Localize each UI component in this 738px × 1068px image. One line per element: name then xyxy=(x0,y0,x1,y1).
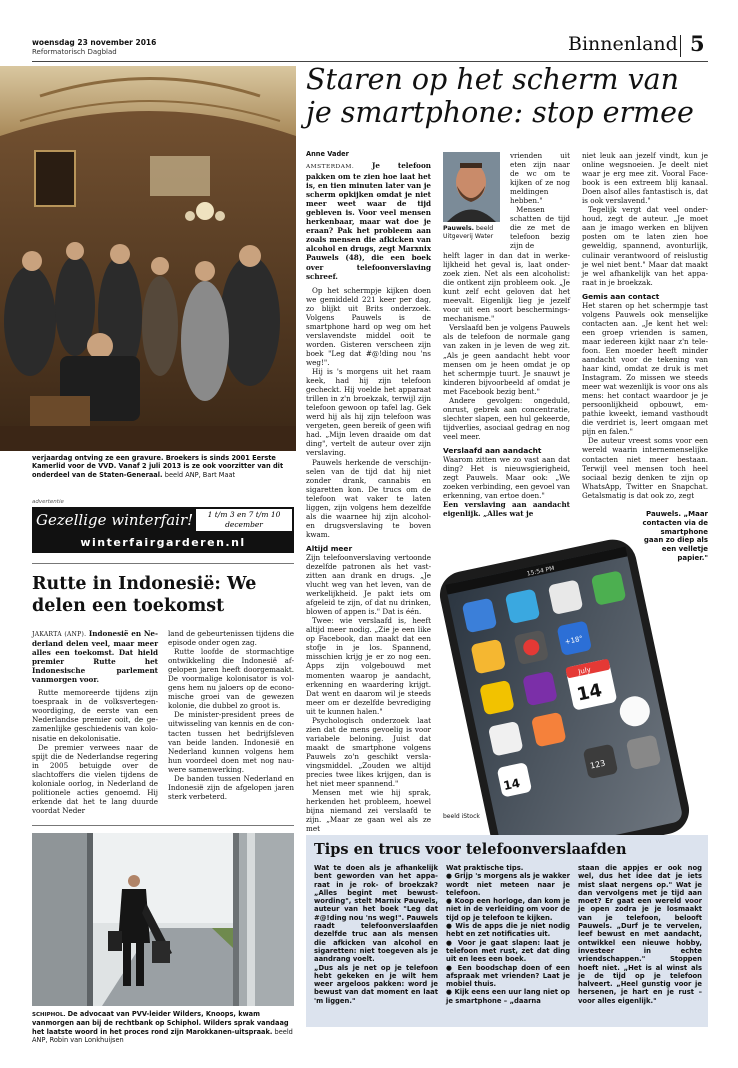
main-subhead-altijd-meer: Altijd meer xyxy=(306,543,353,553)
rutte-col-2 xyxy=(168,629,294,815)
tips-c2: Wat praktische tips. xyxy=(446,864,524,872)
schiphol-photo-illustration xyxy=(32,833,294,1006)
main-col3-top: vrienden uit eten zijn naar de wc om te kijken of ze nog meldingen hebben." xyxy=(510,151,570,206)
main-col1-p1: Op het schermpje kijken doen we gemiddeld 221 keer per dag, zo blijkt uit Brits onderzoek. Volgens Pauwels is de smartphone hard op weg om het verslavendste middel ooit te worden. Gisteren verscheen zijn boek "Leg dat #@!ding nou 'ns weg!". xyxy=(306,285,431,367)
tips-b1: Grijp 's morgens als je wakker wordt niet meteen naar je telefoon. xyxy=(446,872,570,897)
rutte-dateline: JAKARTA (ANP). xyxy=(32,631,87,638)
main-lead: Je telefoon pakken om te zien hoe laat het is, en tien minuten later van je scherm opkijken omdat je niet meer weet waar de tijd gebleven is. Voor veel mensen herkenbaar, maar wat doe je eraan? Pak het probleem aan zoals mensen die afkicken van alcohol en drugs, zegt Marxnix Pauwels (48), die een boek over telefoonverslaving schreef. xyxy=(306,161,431,281)
rutte-p4: Rutte loofde de stormachtige ontwikkeling die Indonesië afgelopen jaren heeft doorgemaakt. De voormalige kolonisator is volgens hem nu jaloers op de economische groei van de gewezen kolonie, die dubbel zo groot is. xyxy=(168,647,294,711)
tips-c1b: „Dus als je net op je telefoon hebt gekeken en je wilt hem weer argeloos pakken: word je bewust van dat moment en laat 'm liggen." xyxy=(314,963,438,1005)
app-icon-music xyxy=(522,671,558,707)
bullet-icon: ● xyxy=(446,922,456,931)
main-col-3 xyxy=(582,151,708,541)
schiphol-dateline: SCHIPHOL. xyxy=(32,1012,66,1018)
pull-quote: Pauwels. „Maar contacten via de smartphone gaan zo diep als een velletje papier." xyxy=(642,510,708,562)
advert-url[interactable]: winterfairgarderen.nl xyxy=(80,536,246,549)
main-col-2-top xyxy=(510,151,570,251)
app-icon-notes xyxy=(470,639,506,675)
rutte-p6: De banden tussen Nederland en Indonesië zijn de afgelopen jaren sterk verbeterd. xyxy=(168,773,294,801)
page-number: 5 xyxy=(690,31,705,56)
rutte-col-1 xyxy=(32,629,158,815)
main-col2-p4: Psychologisch onderzoek laat zien dat de mens gevoelig is voor variabele beloning. Juist dat maakt de smartphone volgens Pauwels zo'n geschikt verslavingsmiddel. „Zouden we altijd precies twee likes krijgen, dan is het niet meer spannend." xyxy=(306,715,431,789)
schiphol-caption-credit: beeld ANP, Robin van Lonkhuijsen xyxy=(32,1027,293,1045)
advert-label: advertentie xyxy=(32,499,64,505)
rutte-rule xyxy=(32,825,294,826)
schiphol-caption xyxy=(32,1010,298,1045)
main-col4-p1: niet leuk aan jezelf vindt, kun je online wegsnoeien. Je deelt niet waar je erg mee zit. Vooral Facebook is een extreem blij kanaal. Doen alsof alles fantastisch is, dat is ook verslavend." xyxy=(582,151,708,206)
main-col1-p2: Hij is 's morgens uit het raam keek, had hij zijn telefoon gecheckt. Hij voelde het apparaat trillen in z'n broekzak, terwijl zijn telefoon gewoon op tafel lag. Gek werd hij als hij zijn telefoon was vergeten, geen bereik of geen wifi had. „Mijn leven draaide om dat ding", vertelt de auteur over zijn verslaving. xyxy=(306,367,431,458)
app-icon-power xyxy=(479,680,515,716)
main-col3-p4: Waarom zitten we zo vast aan dat ding? Het is nieuwsgierigheid, zegt Pauwels. Maar ook: „We zoeken verbinding, een gevoel van erkenning, van ertoe doen." xyxy=(443,454,570,501)
portrait-caption-name: Pauwels. xyxy=(443,225,475,232)
main-subhead-verslaafd: Verslaafd aan aandacht xyxy=(443,445,542,455)
bullet-icon: ● xyxy=(446,897,455,906)
parliament-photo-illustration xyxy=(0,66,296,451)
schiphol-caption-text: De advocaat van PVV-leider Wilders, Knoops, kwam vanmorgen aan bij de rechtbank op Schiphol. Wilders sprak vandaag het laatste woord in het proces rond zijn Marokkanen-uitspraak. xyxy=(32,1010,289,1036)
app-icon-maps xyxy=(488,721,524,757)
section-name: Binnenland xyxy=(568,33,678,55)
advert-title: Gezellige winterfair! xyxy=(36,511,194,529)
calculator-num: 123 xyxy=(589,758,607,771)
app-icon-contacts xyxy=(591,570,627,606)
main-dateline: AMSTERDAM. xyxy=(306,164,355,170)
main-col2-p1: Pauwels herkende de verschijnselen van de tijd dat hij niet zonder drank, cannabis en sigaretten kon. De trucs om de telefoon wat vaker te laten liggen, zijn volgens hem dezelfde als die waarnee hij zijn alcohol- en drugsverslaving te boven kwam. xyxy=(306,457,431,539)
portrait-caption xyxy=(443,225,503,241)
tips-col-2 xyxy=(446,864,570,1024)
app-icon-mic xyxy=(531,712,567,748)
advert-banner[interactable] xyxy=(32,507,294,553)
rutte-p2: De premier verwees naar de spijt die de Nederlandse regering in 2005 betuigde over de slachtoffers die vielen tijdens de koloniale oorlog, in Nederland de politionele acties genoemd. Hij erkende dat het te lang duurde voordat Neder xyxy=(32,742,158,815)
advert-rule xyxy=(32,563,294,564)
main-headline: Staren op het scherm van je smartphone: stop ermee xyxy=(306,63,694,129)
rutte-p1: Rutte memoreerde tijdens zijn toespraak in de volksvertegenwoordiging, de eerste van een Nederlandse premier ooit, de gezamenlijke geschiedenis van kolonisatie en dekolonisatie. xyxy=(32,688,158,743)
advert-dates: 1 t/m 3 en 7 t/m 10 december xyxy=(196,509,292,531)
main-col2-p5: Mensen met wie hij sprak, herkenden het probleem, hoewel bijna niemand zei verslaafd te zijn. „Maar ze gaan wel als ze met xyxy=(306,788,431,834)
phone-credit: beeld iStock xyxy=(443,813,480,820)
tips-b6: Kijk eens een uur lang niet op je smartphone – „daarna xyxy=(446,988,570,1005)
author-portrait xyxy=(443,152,500,222)
tips-b5: Een boodschap doen of een afspraak met vrienden? Laat je mobiel thuis. xyxy=(446,963,570,989)
masthead-divider xyxy=(680,35,681,57)
main-subhead-gemis: Gemis aan contact xyxy=(582,291,660,301)
schiphol-photo xyxy=(32,833,294,1006)
tips-title: Tips en trucs voor telefoonverslaafden xyxy=(314,841,627,858)
rutte-lead: Indonesië en Nederland delen veel, maar meer alles een toekomst. Dat hield premier Rutte het Indonesische parlement vanmorgen voor. xyxy=(32,629,158,685)
main-col2-p3: Twee: wie verslaafd is, heeft altijd meer nodig. „Zie je een like op Facebook, dan maakt dat een stofje in je los. Spannend, misschien krijg je er zo nog een. Apps zijn volgebouwd met momenten waarop je aandacht, erkenning en waardering krijgt. Dat went en daarom wil je steeds meer om er dezelfde bevrediging uit te kunnen halen." xyxy=(306,616,431,716)
app-icon-settings xyxy=(626,735,662,771)
masthead-rule xyxy=(32,61,708,62)
tips-c1: Wat te doen als je afhankelijk bent geworden van het apparaat in je rok- of broekzak? „Alles begint met bewustwording", stelt Marnix Pauwels, auteur van het boek "Leg dat #@!ding nou 'ns weg!". Pauwels raadt telefoonverslaafden dezelfde truc aan als mensen die afkicken van alcohol en sigaretten: niet toegeven als je aandrang voelt. xyxy=(314,864,438,964)
tips-col-1 xyxy=(314,864,438,1024)
main-col4-p2: Tegelijk vergt dat veel onderhoud, zegt de auteur. „Je moet aan je imago werken en blijven posten om te laten zien hoe geweldig, spannend, avonturlijk, culinair verantwoord of reislustig je wel niet bent." Maar dat maakt je wel afhankelijk van het apparaat in je broekzak. xyxy=(582,205,708,287)
main-col3-top2: helft lager in dan dat in werkelijkheid het geval is, laat onderzoek zien. Net als een alcoholist: die ontkent zijn probleem ook. „Je kunt zelf echt geloven dat het meevalt. Eigenlijk lieg je jezelf voor uit een soort beschermingsmechanisme." xyxy=(443,251,570,324)
app-icon-store xyxy=(505,589,541,625)
rutte-headline: Rutte in Indonesië: We delen een toekomst xyxy=(32,574,257,616)
smartphone-illustration xyxy=(440,540,710,825)
bullet-icon: ● xyxy=(446,872,455,881)
calendar-month: July xyxy=(577,665,592,677)
tips-col-3 xyxy=(578,864,702,1024)
rutte-p5: De minister-president prees de uitwisseling van kennis en de contacten tussen het bedrijfsleven van beide landen. Indonesië en Nederland kunnen volgens hem hun voordeel doen met nog nauwere samenwerking. xyxy=(168,710,294,774)
tips-b4: Voor je gaat slapen: laat je telefoon met rust, zet dat ding uit en lees een boek. xyxy=(446,938,570,964)
tips-b3: Wis de apps die je niet nodig hebt en zet notificaties uit. xyxy=(446,922,570,939)
main-col3-top2-start: Mensen schatten de tijd die ze met de telefoon bezig zijn de xyxy=(510,205,570,251)
weather-temp: +18° xyxy=(564,634,584,647)
issue-date: woensdag 23 november 2016 xyxy=(32,38,157,47)
rutte-p3: land de gebeurtenissen tijdens die episode onder ogen zag. xyxy=(168,629,294,648)
bullet-icon: ● xyxy=(446,938,458,947)
portrait-caption-credit: beeld Uitgeverij Water xyxy=(443,225,494,240)
app-icon-calendar-small xyxy=(548,579,584,615)
parliament-caption xyxy=(32,454,294,479)
bullet-icon: ● xyxy=(446,963,458,972)
main-author: Anne Vader xyxy=(306,150,349,158)
bullet-icon: ● xyxy=(446,988,455,997)
calendar2-day: 14 xyxy=(502,775,522,794)
tips-box xyxy=(306,835,708,1027)
parliament-caption-text: verjaardag ontving ze een gravure. Broekers is sinds 2001 Eerste Kamerlid voor de VVD. Vanaf 2 juli 2013 is ze ook voorzitter van dit onderdeel van de Staten-Generaal. xyxy=(32,454,284,479)
parliament-caption-credit: beeld ANP, Bart Maat xyxy=(164,470,236,479)
paper-name: Reformatorisch Dagblad xyxy=(32,48,117,56)
tips-c3: staan die appjes er ook nog wel, dus het idee dat je iets mist slaat nergens op." Wat je dan vervolgens met je tijd aan moet? Er gaat een wereld voor je open zodra je je losmaakt van je telefoon, belooft Pauwels. „Durf je te vervelen, leef bewust en met aandacht, ontwikkel een nieuwe hobby, investeer in echte vriendschappen." Stoppen hoeft niet. „Het is al winst als je de tijd op je telefoon halveert. „Heel gunstig voor je hersenen, je hart en je rust – voor alles eigenlijk." xyxy=(578,864,702,1005)
author-portrait-illustration xyxy=(443,152,500,222)
parliament-photo xyxy=(0,66,296,451)
main-col3-bold: Een verslaving aan aandacht eigenlijk. „Alles wat je xyxy=(443,500,570,519)
main-col-2 xyxy=(443,251,570,536)
main-col-1 xyxy=(306,161,431,834)
main-col2-p2: Zijn telefoonverslaving vertoonde dezelfde patronen als het vastzitten aan drank en drugs. „Je vlucht weg van het leven, van de werkelijkheid. Je pakt iets om afgeleid te zijn, of dat nu drinken, blowen of appen is." Dat is één. xyxy=(306,552,431,617)
calendar-day: 14 xyxy=(575,679,604,706)
main-col4-p4: De auteur vreest soms voor een wereld waarin internemenselijke contacten niet meer bestaan. Terwijl veel mensen toch heel sociaal bezig denken te zijn op WhatsApp, Twitter en Snapchat. Getalsmatig is dat ook zo, zegt xyxy=(582,436,708,500)
smartphone-image xyxy=(440,540,710,825)
phone-time: 15:54 PM xyxy=(526,564,556,578)
app-icon-mail xyxy=(462,598,498,634)
tips-b2: Koop een horloge, dan kom je niet in de verleiding om voor de tijd op je telefoon te kijken. xyxy=(446,897,570,922)
main-col3-p3: Andere gevolgen: ongeduld, onrust, gebrek aan concentratie, slechter slapen, een hul gekeerde, tijdverlies, asociaal gedrag en nog veel meer. xyxy=(443,395,570,441)
main-col3-p2: Verslaafd ben je volgens Pauwels als de telefoon de normale gang van zaken in je leven de weg zit. „Als je geen aandacht hebt voor mensen om je heen omdat je op het schermpje tuurt. Je snauwt je kinderen bijvoorbeeld af omdat je met Facebook bezig bent." xyxy=(443,323,570,396)
main-col4-p3: Het staren op het schermpje tast volgens Pauwels ook menselijke contacten aan. „Je kent het wel: een groep vrienden is samen, maar iedereen kijkt naar z'n telefoon. Een moeder heeft minder aandacht voor de tekening van haar kind, omdat ze druk is met Instagram. Zo missen we steeds meer wat wezenlijk is voor ons als mens: het contact waardoor je je persoonlijkheid opbouwt, empathie kweekt, iemand vasthoudt die verdriet is, leert omgaan met pijn en falen." xyxy=(582,300,708,437)
